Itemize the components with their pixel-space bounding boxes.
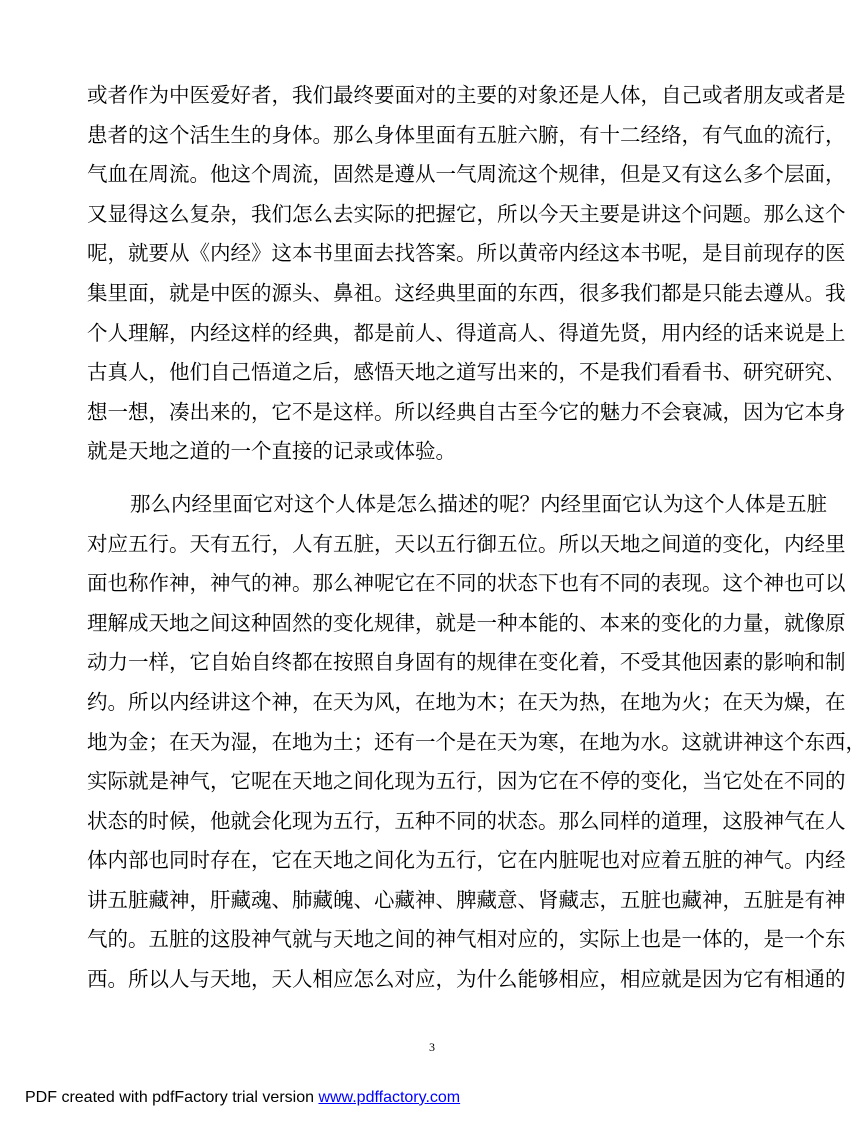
text-line: 约。所以内经讲这个神，在天为风，在地为木；在天为热，在地为火；在天为燥，在 xyxy=(87,689,846,714)
text-line: 气血在周流。他这个周流，固然是遵从一气周流这个规律，但是又有这么多个层面， xyxy=(87,162,846,187)
text-line: 西。所以人与天地，天人相应怎么对应，为什么能够相应，相应就是因为它有相通的 xyxy=(87,967,846,992)
text-line: 地为金；在天为湿，在地为土；还有一个是在天为寒，在地为水。这就讲神这个东西， xyxy=(87,729,866,754)
footer-text: PDF created with pdfFactory trial version xyxy=(25,1089,319,1106)
text-line: 讲五脏藏神，肝藏魂、肺藏魄、心藏神、脾藏意、肾藏志，五脏也藏神，五脏是有神 xyxy=(87,887,846,912)
text-line: 状态的时候，他就会化现为五行，五种不同的状态。那么同样的道理，这股神气在人 xyxy=(87,808,846,833)
text-line: 理解成天地之间这种固然的变化规律，就是一种本能的、本来的变化的力量，就像原 xyxy=(87,610,846,635)
text-line: 集里面，就是中医的源头、鼻祖。这经典里面的东西，很多我们都是只能去遵从。我 xyxy=(87,280,846,305)
text-line: 面也称作神，神气的神。那么神呢它在不同的状态下也有不同的表现。这个神也可以 xyxy=(87,571,846,596)
text-line: 患者的这个活生生的身体。那么身体里面有五脏六腑，有十二经络，有气血的流行， xyxy=(87,122,846,147)
page-number: 3 xyxy=(429,1040,435,1054)
pdffactory-link[interactable]: www.pdffactory.com xyxy=(318,1089,461,1106)
paragraph-gap xyxy=(87,472,781,485)
pdf-footer xyxy=(25,1089,460,1107)
text-line: 那么内经里面它对这个人体是怎么描述的呢？内经里面它认为这个人体是五脏 xyxy=(130,491,827,516)
text-line: 对应五行。天有五行，人有五脏，天以五行御五位。所以天地之间道的变化，内经里 xyxy=(87,531,846,556)
text-line: 呢，就要从《内经》这本书里面去找答案。所以黄帝内经这本书呢，是目前现存的医 xyxy=(87,241,846,266)
text-line: 个人理解，内经这样的经典，都是前人、得道高人、得道先贤，用内经的话来说是上 xyxy=(87,320,846,345)
text-line: 体内部也同时存在，它在天地之间化为五行，它在内脏呢也对应着五脏的神气。内经 xyxy=(87,848,846,873)
paragraph-1 xyxy=(87,76,846,472)
text-line: 实际就是神气，它呢在天地之间化现为五行，因为它在不停的变化，当它处在不同的 xyxy=(87,769,846,794)
paragraph-2 xyxy=(87,485,866,1000)
text-line: 又显得这么复杂，我们怎么去实际的把握它，所以今天主要是讲这个问题。那么这个 xyxy=(87,201,846,226)
text-line: 想一想，凑出来的，它不是这样。所以经典自古至今它的魅力不会衰减，因为它本身 xyxy=(87,399,846,424)
text-line: 动力一样，它自始自终都在按照自身固有的规律在变化着，不受其他因素的影响和制 xyxy=(87,650,846,675)
text-line: 气的。五脏的这股神气就与天地之间的神气相对应的，实际上也是一体的，是一个东 xyxy=(87,927,846,952)
text-line: 就是天地之道的一个直接的记录或体验。 xyxy=(87,439,456,464)
document-body xyxy=(87,76,866,1000)
text-line: 或者作为中医爱好者，我们最终要面对的主要的对象还是人体，自己或者朋友或者是 xyxy=(87,83,846,107)
text-line: 古真人，他们自己悟道之后，感悟天地之道写出来的，不是我们看看书、研究研究、 xyxy=(87,360,846,385)
